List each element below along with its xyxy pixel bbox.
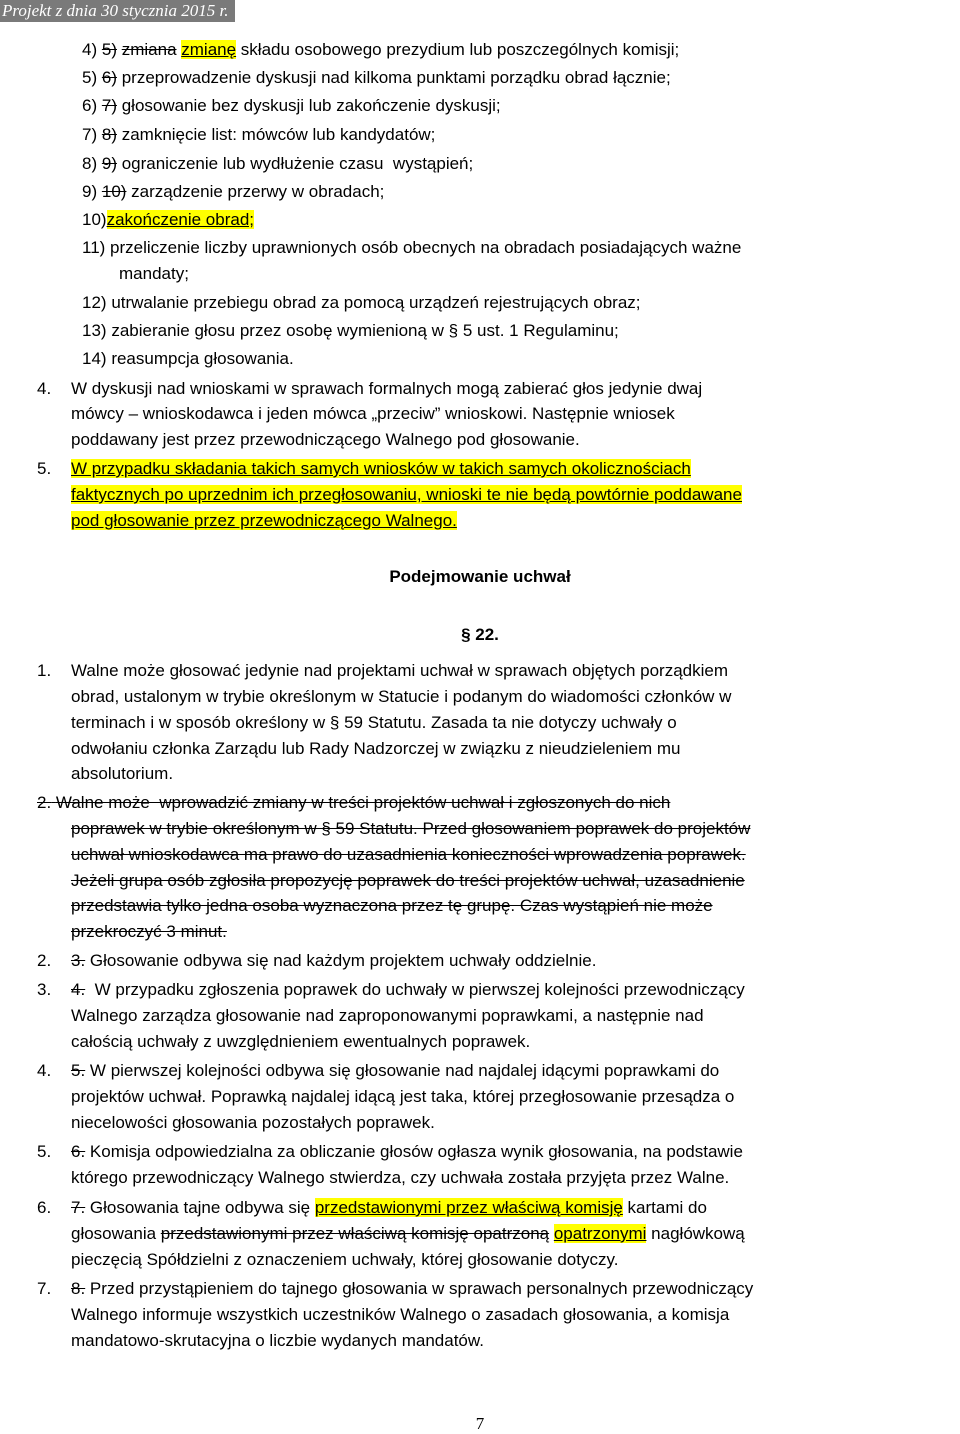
item-number: 8): [82, 154, 98, 173]
item-number: 6.: [37, 1198, 52, 1217]
list-item: [82, 95, 501, 116]
deleted-text: zmiana: [121, 40, 177, 59]
item-number: 3.: [37, 980, 52, 999]
inserted-text: W przypadku składania takich samych wniosków w takich samych okolicznościach: [71, 459, 691, 478]
paragraph-line: Walnego zarządza głosowanie nad zaproponowanymi poprawkami, a następnie nad: [71, 1006, 704, 1025]
list-item: [82, 292, 641, 313]
deleted-number: 6.: [71, 1142, 86, 1161]
paragraph-line: absolutorium.: [71, 764, 174, 783]
list-item: [82, 348, 294, 369]
item-text: przeliczenie liczby uprawnionych osób obecnych na obradach posiadających ważne: [110, 238, 742, 257]
item-text: zamknięcie list: mówców lub kandydatów;: [116, 125, 436, 144]
item-text: zabieranie głosu przez osobę wymienioną w § 5 ust. 1 Regulaminu;: [111, 321, 619, 340]
paragraph-line: mandatowo-skrutacyjna o liczbie wydanych mandatów.: [71, 1331, 484, 1350]
item-number: 11): [82, 238, 106, 257]
item-text: W przypadku zgłoszenia poprawek do uchwały w pierwszej kolejności przewodniczący: [89, 980, 745, 999]
inserted-text: zmianę: [181, 40, 237, 59]
item-text: głosowanie bez dyskusji lub zakończenie dyskusji;: [116, 96, 501, 115]
item-number: 6): [82, 96, 98, 115]
deleted-number: 2.: [37, 793, 52, 812]
item-number: 5.: [37, 459, 52, 478]
paragraph-line: W dyskusji nad wnioskami w sprawach formalnych mogą zabierać głos jedynie dwaj: [71, 379, 703, 398]
item-number: 9): [82, 182, 98, 201]
deleted-number: 8): [101, 125, 117, 144]
paragraph-line: projektów uchwał. Poprawką najdalej idącą jest taka, której przegłosowanie przesądza o: [71, 1087, 735, 1106]
paragraph-line: [71, 1278, 753, 1299]
paragraph-line: pieczęcią Spółdzielni z oznaczeniem uchwały, której głosowanie dotyczy.: [71, 1250, 619, 1269]
deleted-paragraph-line: przedstawia tylko jedna osoba wyznaczona przez tę grupę. Czas wystąpień nie może: [71, 896, 713, 915]
item-number: 13): [82, 321, 107, 340]
item-number: 2.: [37, 951, 52, 970]
paragraph-line: [71, 484, 742, 505]
list-item: [82, 153, 473, 174]
item-text: ograniczenie lub wydłużenie czasu wystąpień;: [116, 154, 474, 173]
item-number: 7): [82, 125, 98, 144]
deleted-number: 7): [101, 96, 117, 115]
item-number: 5.: [37, 1142, 52, 1161]
paragraph-line: terminach i w sposób określony w § 59 Statutu. Zasada ta nie dotyczy uchwały o: [71, 713, 677, 732]
inserted-text: pod głosowanie przez przewodniczącego Walnego.: [71, 511, 457, 530]
item-number: 4.: [37, 1061, 52, 1080]
list-item: [82, 209, 254, 230]
inserted-text: przedstawionymi przez właściwą komisję: [314, 1198, 623, 1217]
item-text: przeprowadzenie dyskusji nad kilkoma punktami porządku obrad łącznie;: [116, 68, 671, 87]
list-item: [82, 67, 671, 88]
deleted-text: Walne może wprowadzić zmiany w treści projektów uchwał i zgłoszonych do nich: [55, 793, 671, 812]
section-heading: Podejmowanie uchwał: [389, 567, 571, 586]
paragraph-line: którego przewodniczący Walnego stwierdza, czy uchwała została przyjęta przez Walne.: [71, 1168, 730, 1187]
paragraph-line: obrad, ustalonym w trybie określonym w Statucie i podanym do wiadomości członków w: [71, 687, 732, 706]
item-number: 5): [82, 68, 98, 87]
item-number: 12): [82, 293, 107, 312]
paragraph-line: [71, 979, 745, 1000]
paragraph-line: [71, 1141, 743, 1162]
paragraph-line: [71, 510, 457, 531]
item-text: składu osobowego prezydium lub poszczególnych komisji;: [236, 40, 680, 59]
deleted-paragraph-line: przekroczyć 3 minut.: [71, 922, 227, 941]
item-text: Głosowanie odbywa się nad każdym projektem uchwały oddzielnie.: [89, 951, 597, 970]
deleted-text: przedstawionymi przez właściwą komisję opatrzoną: [160, 1224, 550, 1243]
deleted-paragraph-line: uchwał wnioskodawca ma prawo do uzasadnienia konieczności wprowadzenia poprawek.: [71, 845, 746, 864]
deleted-number: 5): [101, 40, 117, 59]
deleted-paragraph-line: Jeżeli grupa osób zgłosiła propozycję poprawek do treści projektów uchwał, uzasadnienie: [71, 871, 745, 890]
deleted-paragraph-line: poprawek w trybie określonym w § 59 Statutu. Przed głosowaniem poprawek do projektów: [71, 819, 751, 838]
list-item: [82, 237, 741, 258]
paragraph-line: odwołaniu członka Zarządu lub Rady Nadzorczej w związku z nieudzieleniem mu: [71, 739, 681, 758]
inserted-text: opatrzonymi: [553, 1224, 647, 1243]
inserted-text: faktycznych po uprzednim ich przegłosowaniu, wnioski te nie będą powtórnie poddawane: [71, 485, 742, 504]
inserted-text: zakończenie obrad;: [106, 210, 255, 229]
paragraph-line: [71, 1197, 707, 1218]
item-text: utrwalanie przebiegu obrad za pomocą urządzeń rejestrujących obraz;: [111, 293, 641, 312]
paragraph-line: [71, 458, 691, 479]
paragraph-line: Walne może głosować jedynie nad projektami uchwał w sprawach objętych porządkiem: [71, 661, 729, 680]
item-number: 1.: [37, 661, 52, 680]
item-number: 14): [82, 349, 107, 368]
item-text: W pierwszej kolejności odbywa się głosowanie nad najdalej idącymi poprawkami do: [89, 1061, 720, 1080]
deleted-number: 7.: [71, 1198, 86, 1217]
deleted-paragraph-line: [37, 792, 670, 813]
paragraph-line: [71, 950, 596, 971]
item-text: nagłówkową: [646, 1224, 745, 1243]
deleted-number: 10): [101, 182, 127, 201]
paragraph-line: [71, 1060, 719, 1081]
paragraph-line: niecelowości głosowania pozostałych poprawek.: [71, 1113, 435, 1132]
deleted-number: 5.: [71, 1061, 86, 1080]
list-item: [82, 39, 679, 60]
list-item: [82, 181, 384, 202]
item-number: 4.: [37, 379, 52, 398]
item-text: Komisja odpowiedzialna za obliczanie głosów ogłasza wynik głosowania, na podstawie: [89, 1142, 743, 1161]
deleted-number: 8.: [71, 1279, 86, 1298]
item-text: reasumpcja głosowania.: [111, 349, 294, 368]
item-text: Głosowania tajne odbywa się: [89, 1198, 315, 1217]
list-item-continuation: mandaty;: [119, 264, 189, 283]
page-number: 7: [475, 1414, 485, 1433]
paragraph-number: § 22.: [461, 625, 499, 644]
deleted-number: 4.: [71, 980, 86, 999]
page-header: Projekt z dnia 30 stycznia 2015 r.: [0, 0, 235, 22]
deleted-number: 9): [101, 154, 117, 173]
item-text: zarządzenie przerwy w obradach;: [126, 182, 385, 201]
deleted-number: 3.: [71, 951, 86, 970]
list-item: [82, 124, 435, 145]
paragraph-line: mówcy – wnioskodawca i jeden mówca „przeciw” wnioskowi. Następnie wniosek: [71, 404, 675, 423]
item-number: 7.: [37, 1279, 52, 1298]
item-text: Przed przystąpieniem do tajnego głosowania w sprawach personalnych przewodniczący: [89, 1279, 754, 1298]
paragraph-line: całością uchwały z uwzględnieniem ewentualnych poprawek.: [71, 1032, 531, 1051]
item-text: głosowania: [71, 1224, 161, 1243]
deleted-number: 6): [101, 68, 117, 87]
paragraph-line: Walnego informuje wszystkich uczestników Walnego o zasadach głosowania, a komisja: [71, 1305, 730, 1324]
paragraph-line: poddawany jest przez przewodniczącego Walnego pod głosowanie.: [71, 430, 580, 449]
paragraph-line: [71, 1223, 745, 1244]
item-text: kartami do: [622, 1198, 707, 1217]
item-number: 10): [82, 210, 107, 229]
item-number: 4): [82, 40, 98, 59]
list-item: [82, 320, 619, 341]
